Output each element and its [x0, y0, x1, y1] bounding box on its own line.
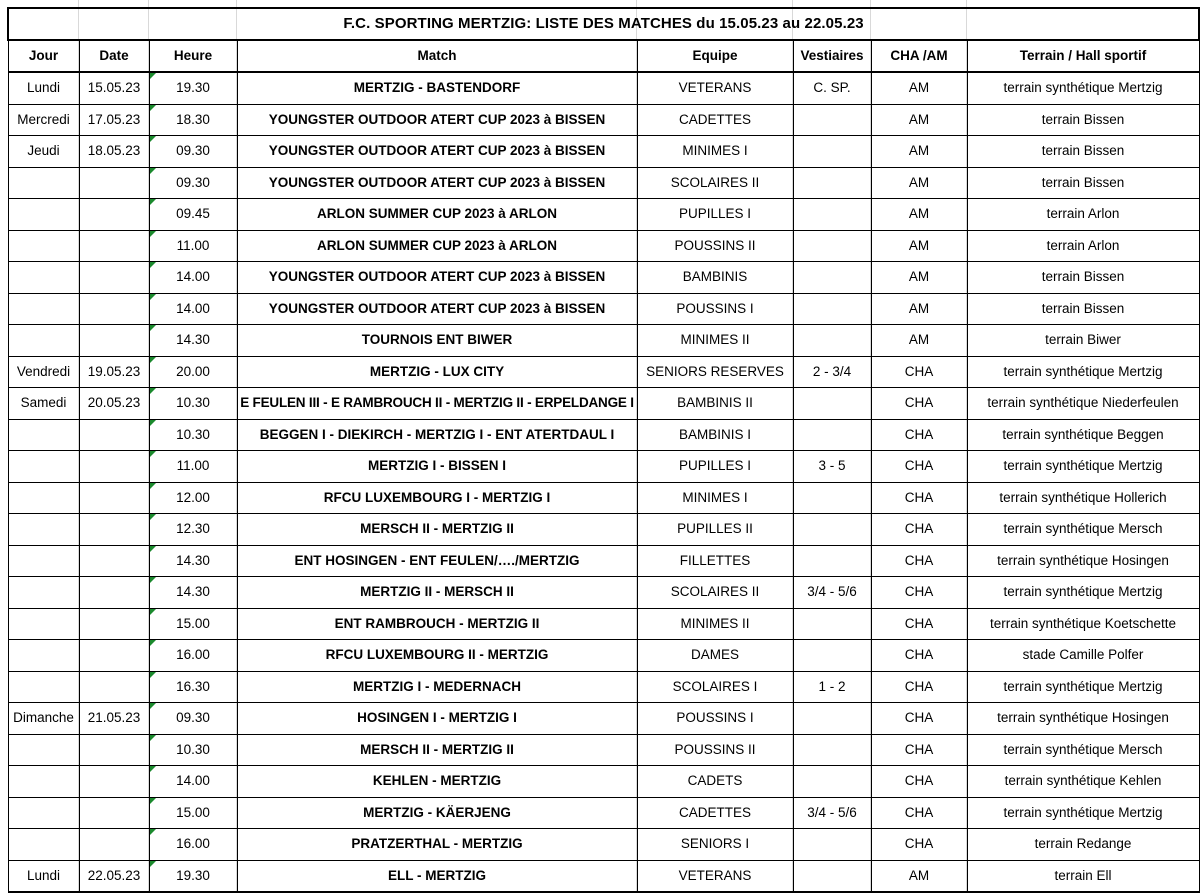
table-row	[8, 797, 1199, 829]
table-row	[8, 860, 1199, 892]
header-vestiaires[interactable]: Vestiaires	[793, 40, 871, 72]
cell-terrain[interactable]: terrain Arlon	[967, 230, 1199, 262]
cell-match[interactable]: MERSCH II - MERTZIG II	[237, 514, 637, 546]
cell-cha-am[interactable]: CHA	[871, 577, 967, 609]
cell-vestiaires[interactable]	[793, 104, 871, 136]
cell-match[interactable]: MERTZIG - LUX CITY	[237, 356, 637, 388]
cell-terrain[interactable]: terrain synthétique Mertzig	[967, 671, 1199, 703]
cell-terrain[interactable]: terrain Arlon	[967, 199, 1199, 231]
cell-match[interactable]: MERTZIG - KÄERJENG	[237, 797, 637, 829]
match-schedule-table	[7, 7, 1200, 893]
cell-match[interactable]: BEGGEN I - DIEKIRCH - MERTZIG I - ENT ATERTDAUL I	[237, 419, 637, 451]
cell-date[interactable]	[79, 451, 149, 483]
header-cha-am[interactable]: CHA /AM	[871, 40, 967, 72]
table-row	[8, 293, 1199, 325]
cell-match[interactable]: MERSCH II - MERTZIG II	[237, 734, 637, 766]
cell-heure[interactable]: 09.30	[149, 136, 237, 168]
cell-heure[interactable]: 14.00	[149, 293, 237, 325]
cell-jour[interactable]	[8, 766, 79, 798]
cell-cha-am[interactable]: CHA	[871, 797, 967, 829]
schedule-rows	[8, 72, 1199, 892]
cell-equipe[interactable]: CADETTES	[637, 104, 793, 136]
cell-cha-am[interactable]: CHA	[871, 419, 967, 451]
cell-equipe[interactable]: BAMBINIS I	[637, 419, 793, 451]
cell-cha-am[interactable]: CHA	[871, 703, 967, 735]
cell-terrain[interactable]: terrain synthétique Mersch	[967, 514, 1199, 546]
cell-cha-am[interactable]: CHA	[871, 640, 967, 672]
cell-vestiaires[interactable]	[793, 293, 871, 325]
cell-heure[interactable]: 11.00	[149, 230, 237, 262]
cell-terrain[interactable]: terrain synthétique Kehlen	[967, 766, 1199, 798]
table-row	[8, 199, 1199, 231]
header-terrain[interactable]: Terrain / Hall sportif	[967, 40, 1199, 72]
title-row	[8, 8, 1199, 40]
cell-equipe[interactable]: MINIMES II	[637, 608, 793, 640]
cell-heure[interactable]: 14.00	[149, 262, 237, 294]
cell-match[interactable]: E FEULEN III - E RAMBROUCH II - MERTZIG II - ERPELDANGE I	[237, 388, 637, 420]
table-row	[8, 451, 1199, 483]
cell-date[interactable]	[79, 766, 149, 798]
cell-terrain[interactable]: terrain Bissen	[967, 104, 1199, 136]
cell-match[interactable]: TOURNOIS ENT BIWER	[237, 325, 637, 357]
table-row	[8, 514, 1199, 546]
cell-cha-am[interactable]: AM	[871, 199, 967, 231]
table-row	[8, 829, 1199, 861]
cell-date[interactable]	[79, 514, 149, 546]
cell-date[interactable]: 21.05.23	[79, 703, 149, 735]
table-row	[8, 356, 1199, 388]
cell-heure[interactable]: 12.30	[149, 514, 237, 546]
table-row	[8, 671, 1199, 703]
cell-jour[interactable]	[8, 671, 79, 703]
cell-heure[interactable]: 19.30	[149, 72, 237, 104]
cell-heure[interactable]: 12.00	[149, 482, 237, 514]
cell-heure[interactable]: 14.30	[149, 577, 237, 609]
cell-match[interactable]: YOUNGSTER OUTDOOR ATERT CUP 2023 à BISSEN	[237, 167, 637, 199]
cell-cha-am[interactable]: AM	[871, 325, 967, 357]
table-row	[8, 104, 1199, 136]
cell-match[interactable]: YOUNGSTER OUTDOOR ATERT CUP 2023 à BISSEN	[237, 262, 637, 294]
cell-match[interactable]: HOSINGEN I - MERTZIG I	[237, 703, 637, 735]
cell-equipe[interactable]: PUPILLES I	[637, 199, 793, 231]
cell-date[interactable]	[79, 640, 149, 672]
cell-heure[interactable]: 15.00	[149, 797, 237, 829]
cell-vestiaires[interactable]	[793, 167, 871, 199]
cell-equipe[interactable]: FILLETTES	[637, 545, 793, 577]
cell-cha-am[interactable]: AM	[871, 136, 967, 168]
cell-equipe[interactable]: CADETS	[637, 766, 793, 798]
table-row	[8, 230, 1199, 262]
cell-equipe[interactable]: POUSSINS I	[637, 703, 793, 735]
cell-vestiaires[interactable]	[793, 199, 871, 231]
sheet-title[interactable]: F.C. SPORTING MERTZIG: LISTE DES MATCHES du 15.05.23 au 22.05.23	[8, 8, 1199, 40]
cell-match[interactable]: MERTZIG I - BISSEN I	[237, 451, 637, 483]
cell-heure[interactable]: 18.30	[149, 104, 237, 136]
cell-date[interactable]: 22.05.23	[79, 860, 149, 892]
cell-cha-am[interactable]: CHA	[871, 482, 967, 514]
cell-vestiaires[interactable]	[793, 766, 871, 798]
cell-cha-am[interactable]: AM	[871, 262, 967, 294]
cell-equipe[interactable]: CADETTES	[637, 797, 793, 829]
cell-date[interactable]	[79, 199, 149, 231]
table-row	[8, 703, 1199, 735]
cell-cha-am[interactable]: CHA	[871, 608, 967, 640]
cell-date[interactable]	[79, 325, 149, 357]
cell-heure[interactable]: 10.30	[149, 734, 237, 766]
table-row	[8, 482, 1199, 514]
cell-terrain[interactable]: terrain Bissen	[967, 262, 1199, 294]
cell-jour[interactable]: Lundi	[8, 72, 79, 104]
cell-date[interactable]	[79, 419, 149, 451]
cell-heure[interactable]: 16.30	[149, 671, 237, 703]
cell-terrain[interactable]: terrain Redange	[967, 829, 1199, 861]
cell-vestiaires[interactable]	[793, 640, 871, 672]
cell-jour[interactable]	[8, 482, 79, 514]
cell-heure[interactable]: 10.30	[149, 388, 237, 420]
table-row	[8, 388, 1199, 420]
cell-terrain[interactable]: terrain synthétique Mertzig	[967, 451, 1199, 483]
cell-match[interactable]: MERTZIG - BASTENDORF	[237, 72, 637, 104]
cell-vestiaires[interactable]	[793, 419, 871, 451]
cell-jour[interactable]: Samedi	[8, 388, 79, 420]
cell-heure[interactable]: 14.30	[149, 545, 237, 577]
table-row	[8, 577, 1199, 609]
cell-match[interactable]: ARLON SUMMER CUP 2023 à ARLON	[237, 199, 637, 231]
cell-match[interactable]: YOUNGSTER OUTDOOR ATERT CUP 2023 à BISSEN	[237, 136, 637, 168]
cell-vestiaires[interactable]	[793, 482, 871, 514]
cell-vestiaires[interactable]: 3/4 - 5/6	[793, 577, 871, 609]
cell-date[interactable]: 18.05.23	[79, 136, 149, 168]
cell-terrain[interactable]: terrain synthétique Hosingen	[967, 703, 1199, 735]
cell-jour[interactable]	[8, 419, 79, 451]
cell-jour[interactable]	[8, 167, 79, 199]
cell-vestiaires[interactable]: 1 - 2	[793, 671, 871, 703]
cell-cha-am[interactable]: CHA	[871, 734, 967, 766]
table-row	[8, 734, 1199, 766]
cell-heure[interactable]: 09.45	[149, 199, 237, 231]
cell-jour[interactable]	[8, 199, 79, 231]
table-row	[8, 136, 1199, 168]
cell-heure[interactable]: 16.00	[149, 829, 237, 861]
cell-jour[interactable]	[8, 262, 79, 294]
table-row	[8, 419, 1199, 451]
cell-match[interactable]: RFCU LUXEMBOURG II - MERTZIG	[237, 640, 637, 672]
cell-jour[interactable]: Lundi	[8, 860, 79, 892]
cell-equipe[interactable]: SCOLAIRES II	[637, 167, 793, 199]
cell-cha-am[interactable]: CHA	[871, 356, 967, 388]
cell-heure[interactable]: 20.00	[149, 356, 237, 388]
cell-equipe[interactable]: SENIORS RESERVES	[637, 356, 793, 388]
cell-vestiaires[interactable]	[793, 829, 871, 861]
cell-cha-am[interactable]: CHA	[871, 829, 967, 861]
cell-date[interactable]	[79, 797, 149, 829]
cell-heure[interactable]: 16.00	[149, 640, 237, 672]
cell-cha-am[interactable]: AM	[871, 104, 967, 136]
cell-equipe[interactable]: DAMES	[637, 640, 793, 672]
cell-terrain[interactable]: terrain synthétique Beggen	[967, 419, 1199, 451]
cell-cha-am[interactable]: CHA	[871, 545, 967, 577]
cell-heure[interactable]: 15.00	[149, 608, 237, 640]
cell-equipe[interactable]: VETERANS	[637, 72, 793, 104]
cell-jour[interactable]	[8, 325, 79, 357]
cell-equipe[interactable]: MINIMES II	[637, 325, 793, 357]
cell-jour[interactable]: Mercredi	[8, 104, 79, 136]
cell-vestiaires[interactable]	[793, 734, 871, 766]
cell-equipe[interactable]: VETERANS	[637, 860, 793, 892]
cell-vestiaires[interactable]: C. SP.	[793, 72, 871, 104]
cell-vestiaires[interactable]	[793, 545, 871, 577]
cell-equipe[interactable]: PUPILLES II	[637, 514, 793, 546]
cell-vestiaires[interactable]: 2 - 3/4	[793, 356, 871, 388]
cell-heure[interactable]: 10.30	[149, 419, 237, 451]
header-match[interactable]: Match	[237, 40, 637, 72]
cell-cha-am[interactable]: AM	[871, 72, 967, 104]
cell-terrain[interactable]: terrain synthétique Niederfeulen	[967, 388, 1199, 420]
cell-date[interactable]: 19.05.23	[79, 356, 149, 388]
cell-vestiaires[interactable]: 3/4 - 5/6	[793, 797, 871, 829]
cell-jour[interactable]	[8, 293, 79, 325]
cell-jour[interactable]	[8, 514, 79, 546]
cell-match[interactable]: MERTZIG II - MERSCH II	[237, 577, 637, 609]
cell-jour[interactable]	[8, 734, 79, 766]
cell-terrain[interactable]: terrain synthétique Hosingen	[967, 545, 1199, 577]
cell-heure[interactable]: 09.30	[149, 167, 237, 199]
header-heure[interactable]: Heure	[149, 40, 237, 72]
header-equipe[interactable]: Equipe	[637, 40, 793, 72]
cell-date[interactable]	[79, 734, 149, 766]
table-row	[8, 167, 1199, 199]
cell-date[interactable]	[79, 608, 149, 640]
cell-heure[interactable]: 19.30	[149, 860, 237, 892]
cell-jour[interactable]	[8, 640, 79, 672]
table-row	[8, 766, 1199, 798]
cell-equipe[interactable]: SCOLAIRES II	[637, 577, 793, 609]
cell-cha-am[interactable]: AM	[871, 167, 967, 199]
table-row	[8, 325, 1199, 357]
cell-vestiaires[interactable]	[793, 388, 871, 420]
cell-vestiaires[interactable]	[793, 325, 871, 357]
cell-terrain[interactable]: terrain Biwer	[967, 325, 1199, 357]
table-row	[8, 545, 1199, 577]
cell-equipe[interactable]: MINIMES I	[637, 136, 793, 168]
cell-jour[interactable]: Vendredi	[8, 356, 79, 388]
cell-jour[interactable]: Jeudi	[8, 136, 79, 168]
cell-equipe[interactable]: PUPILLES I	[637, 451, 793, 483]
cell-terrain[interactable]: terrain synthétique Mertzig	[967, 356, 1199, 388]
cell-match[interactable]: ELL - MERTZIG	[237, 860, 637, 892]
table-row	[8, 608, 1199, 640]
cell-vestiaires[interactable]	[793, 514, 871, 546]
cell-jour[interactable]	[8, 230, 79, 262]
cell-date[interactable]	[79, 671, 149, 703]
table-row	[8, 72, 1199, 104]
cell-terrain[interactable]: terrain synthétique Hollerich	[967, 482, 1199, 514]
cell-heure[interactable]: 11.00	[149, 451, 237, 483]
cell-cha-am[interactable]: AM	[871, 860, 967, 892]
table-row	[8, 262, 1199, 294]
cell-jour[interactable]	[8, 545, 79, 577]
cell-heure[interactable]: 09.30	[149, 703, 237, 735]
cell-vestiaires[interactable]	[793, 608, 871, 640]
cell-heure[interactable]: 14.30	[149, 325, 237, 357]
cell-date[interactable]: 17.05.23	[79, 104, 149, 136]
cell-jour[interactable]	[8, 577, 79, 609]
cell-vestiaires[interactable]	[793, 230, 871, 262]
cell-cha-am[interactable]: CHA	[871, 451, 967, 483]
cell-vestiaires[interactable]	[793, 860, 871, 892]
cell-terrain[interactable]: terrain synthétique Koetschette	[967, 608, 1199, 640]
cell-date[interactable]	[79, 829, 149, 861]
cell-equipe[interactable]: SCOLAIRES I	[637, 671, 793, 703]
cell-equipe[interactable]: POUSSINS II	[637, 734, 793, 766]
cell-date[interactable]: 15.05.23	[79, 72, 149, 104]
cell-terrain[interactable]: stade Camille Polfer	[967, 640, 1199, 672]
cell-terrain[interactable]: terrain synthétique Mertzig	[967, 797, 1199, 829]
cell-jour[interactable]	[8, 797, 79, 829]
cell-vestiaires[interactable]: 3 - 5	[793, 451, 871, 483]
cell-date[interactable]	[79, 167, 149, 199]
cell-equipe[interactable]: POUSSINS II	[637, 230, 793, 262]
cell-match[interactable]: MERTZIG I - MEDERNACH	[237, 671, 637, 703]
cell-jour[interactable]: Dimanche	[8, 703, 79, 735]
header-row	[8, 40, 1199, 72]
cell-vestiaires[interactable]	[793, 136, 871, 168]
cell-terrain[interactable]: terrain synthétique Mersch	[967, 734, 1199, 766]
cell-jour[interactable]	[8, 829, 79, 861]
cell-match[interactable]: KEHLEN - MERTZIG	[237, 766, 637, 798]
cell-jour[interactable]	[8, 608, 79, 640]
cell-terrain[interactable]: terrain Bissen	[967, 293, 1199, 325]
header-jour[interactable]: Jour	[8, 40, 79, 72]
cell-match[interactable]: YOUNGSTER OUTDOOR ATERT CUP 2023 à BISSEN	[237, 104, 637, 136]
header-date[interactable]: Date	[79, 40, 149, 72]
cell-cha-am[interactable]: AM	[871, 230, 967, 262]
cell-match[interactable]: RFCU LUXEMBOURG I - MERTZIG I	[237, 482, 637, 514]
cell-heure[interactable]: 14.00	[149, 766, 237, 798]
cell-equipe[interactable]: MINIMES I	[637, 482, 793, 514]
cell-terrain[interactable]: terrain Bissen	[967, 167, 1199, 199]
cell-cha-am[interactable]: CHA	[871, 671, 967, 703]
cell-date[interactable]	[79, 262, 149, 294]
cell-date[interactable]	[79, 293, 149, 325]
cell-terrain[interactable]: terrain synthétique Mertzig	[967, 577, 1199, 609]
cell-cha-am[interactable]: CHA	[871, 514, 967, 546]
cell-match[interactable]: PRATZERTHAL - MERTZIG	[237, 829, 637, 861]
cell-equipe[interactable]: BAMBINIS	[637, 262, 793, 294]
cell-equipe[interactable]: POUSSINS I	[637, 293, 793, 325]
cell-date[interactable]	[79, 577, 149, 609]
cell-terrain[interactable]: terrain Bissen	[967, 136, 1199, 168]
cell-equipe[interactable]: BAMBINIS II	[637, 388, 793, 420]
cell-terrain[interactable]: terrain synthétique Mertzig	[967, 72, 1199, 104]
cell-match[interactable]: YOUNGSTER OUTDOOR ATERT CUP 2023 à BISSEN	[237, 293, 637, 325]
cell-jour[interactable]	[8, 451, 79, 483]
cell-match[interactable]: ENT HOSINGEN - ENT FEULEN/…./MERTZIG	[237, 545, 637, 577]
cell-terrain[interactable]: terrain Ell	[967, 860, 1199, 892]
cell-match[interactable]: ENT RAMBROUCH - MERTZIG II	[237, 608, 637, 640]
cell-cha-am[interactable]: CHA	[871, 388, 967, 420]
cell-date[interactable]	[79, 482, 149, 514]
cell-equipe[interactable]: SENIORS I	[637, 829, 793, 861]
cell-match[interactable]: ARLON SUMMER CUP 2023 à ARLON	[237, 230, 637, 262]
cell-cha-am[interactable]: CHA	[871, 766, 967, 798]
table-row	[8, 640, 1199, 672]
cell-date[interactable]	[79, 230, 149, 262]
cell-date[interactable]	[79, 545, 149, 577]
cell-date[interactable]: 20.05.23	[79, 388, 149, 420]
cell-vestiaires[interactable]	[793, 262, 871, 294]
cell-cha-am[interactable]: AM	[871, 293, 967, 325]
cell-vestiaires[interactable]	[793, 703, 871, 735]
